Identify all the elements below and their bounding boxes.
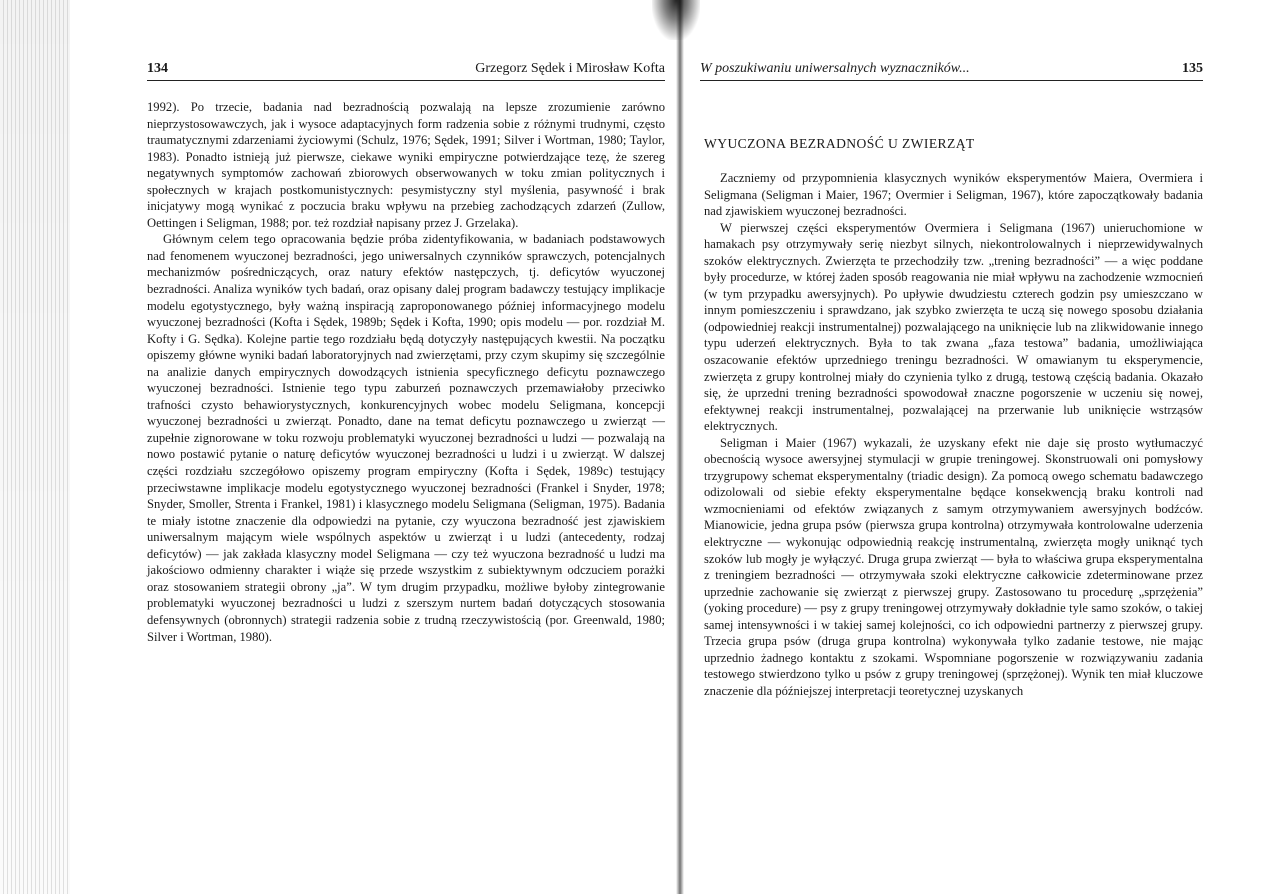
right-paragraph: Zaczniemy od przypomnienia klasycznych wyników eksperymentów Maiera, Overmiera i Seligmana (Seligman i Maier, 1967; Overmier i Seligman, 1967), które zapoczątkowały badania nad zjawiskiem wyuczonej bezradności. (704, 171, 1203, 219)
left-running-head: Grzegorz Sędek i Mirosław Kofta (475, 61, 665, 76)
left-running-header (147, 61, 665, 81)
left-paragraph: Głównym celem tego opracowania będzie próba zidentyfikowania, w badaniach podstawowych nad fenomenem wyuczonej bezradności, jego uniwersalnych czynników sprawczych, potencjalnych mechanizmów pośredniczących, oraz natury efektów następczych, tj. deficytów wyuczonej bezradności. Analiza wyników tych badań, oraz opisany dalej program badawczy testujący implikacje modelu egotystycznego, były ważną inspiracją zaproponowanego później informacyjnego modelu wyuczonej bezradności (Kofta i Sędek, 1989b; Sędek i Kofta, 1990; opis modelu — por. rozdział M. Kofty i G. Sędka). Kolejne partie tego rozdziału będą dotyczyły następujących kwestii. Na początku opiszemy główne wyniki badań laboratoryjnych nad zwierzętami, przy czym skupimy się szczególnie na analizie danych empirycznych dowodzących istnienia specyficznego deficytu poznawczego wyuczonej bezradności. Istnienie tego typu zaburzeń poznawczych przemawiałoby przeciwko trafności czysto behawiorystycznych, konkurencyjnych wobec modelu Seligmana, koncepcji wyuczonej bezradności u zwierząt. Ponadto, dane na temat deficytu poznawczego u zwierząt — zupełnie zignorowane w toku rozwoju problematyki wyuczonej bezradności u ludzi — pozwalają na nowo postawić pytanie o naturę deficytów wyuczonej bezradności u ludzi i u zwierząt. W dalszej części rozdziału szczegółowo opiszemy program empiryczny (Kofta i Sędek, 1989c) testujący przeciwstawne implikacje modelu egotystycznego wyuczonej bezradności (Frankel i Snyder, 1978; Snyder, Smoller, Strenta i Frankel, 1981) i klasycznego modelu Seligmana (Seligman, 1975). Badania te miały istotne znaczenie dla odpowiedzi na pytanie, czy wyuczona bezradność jest zjawiskiem uniwersalnym mającym wiele wspólnych aspektów u zwierząt i u ludzi (antecedenty, rodzaj deficytów) — jak zakłada klasyczny model Seligmana — czy też wyuczona bezradność u ludzi ma jakościowo odmienny charakter i wiąże się przede wszystkim z subiektywnym odczuciem porażki oraz stosowaniem strategii obrony „ja”. W tym drugim przypadku, możliwe byłoby zintegrowanie problematyki wyuczonej bezradności u ludzi z szerszym nurtem badań dotyczących stosowania defensywnych (obronnych) strategii radzenia sobie z trudną rzeczywistością (por. Greenwald, 1980; Silver i Wortman, 1980). (147, 232, 665, 644)
right-body-text (704, 170, 1203, 700)
left-body-text (147, 99, 665, 645)
left-paragraph: 1992). Po trzecie, badania nad bezradnością pozwalają na lepsze zrozumienie zarówno nieprzystosowawczych, jak i wysoce adaptacyjnych form radzenia sobie z różnymi trudnymi, często traumatycznymi zdarzeniami życiowymi (Schulz, 1976; Sędek, 1991; Silver i Wortman, 1980; Taylor, 1983). Ponadto istnieją już pierwsze, ciekawe wyniki empiryczne potwierdzające tezę, że szereg negatywnych symptomów zachowań zbiorowych obserwowanych w toku zmian politycznych i społecznych w krajach postkomunistycznych: pesymistyczny styl myślenia, pasywność i brak inicjatywy mogą wynikać z poczucia braku wpływu na przebieg zachodzących zdarzeń (Zullow, Oettingen i Seligman, 1988; por. też rozdział napisany przez J. Grzelaka). (147, 100, 665, 230)
right-running-header (700, 61, 1203, 81)
left-page-number: 134 (147, 61, 168, 76)
section-heading: WYUCZONA BEZRADNOŚĆ U ZWIERZĄT (704, 136, 975, 151)
right-page-number: 135 (1182, 61, 1203, 76)
right-running-head: W poszukiwaniu uniwersalnych wyznaczników... (700, 61, 970, 76)
right-page (680, 0, 1262, 894)
right-paragraph: W pierwszej części eksperymentów Overmiera i Seligmana (1967) unieruchomione w hamakach psy otrzymywały serię niezbyt silnych, niekontrolowalnych i nieprzewidywalnych szoków elektrycznych. Zwierzęta te przechodziły tzw. „trening bezradności” — a więc poddane były procedurze, w której żaden sposób reagowania nie miał wpływu na zachodzenie wzmocnień (w tym przypadku awersyjnych). Po upływie dwudziestu czterech godzin psy umieszczano w innym pomieszczeniu i sprawdzano, jak szybko zwierzęta te uczą się nowego sposobu działania (odpowiedniej reakcji instrumentalnej) pozwalającego na uniknięcie lub na zlikwidowanie innego typu uderzeń elektrycznych. Była to tak zwana „faza testowa” badania, umożliwiająca oszacowanie efektów uprzedniego treningu bezradności. W omawianym tu eksperymencie, zwierzęta z grupy kontrolnej miały do czynienia tylko z drugą, testową częścią badania. Okazało się, że uprzedni trening bezradności spowodował znaczne pogorszenie w uczeniu się nowej, efektywnej reakcji instrumentalnej, pozwalającej na przerwanie lub uniknięcie wstrząsów elektrycznych. (704, 220, 1203, 434)
right-paragraph: Seligman i Maier (1967) wykazali, że uzyskany efekt nie daje się prosto wytłumaczyć obecnością wysoce awersyjnej stymulacji w grupie treningowej. Skonstruowali oni pomysłowy trzygrupowy schemat eksperymentalny (triadic design). Za pomocą owego schematu badawczego odizolowali od siebie efekty eksperymentalne będące konsekwencją braku kontroli nad wzmocnieniami od efektów związanych z samym otrzymywaniem awersyjnych bodźców. Mianowicie, jedna grupa psów (pierwsza grupa kontrolna) otrzymywała kontrolowalne uderzenia elektryczne — wykonując odpowiednią reakcję instrumentalną, zwierzęta mogły uniknąć tych szoków lub mogły je wyłączyć. Druga grupa zwierząt — była to właściwa grupa eksperymentalna z treningiem bezradności — otrzymywała szoki elektryczne całkowicie zdeterminowane przez uprzednie zachowanie się zwierząt z pierwszej grupy. Zastosowano tu procedurę „sprzężenia” (yoking procedure) — psy z grupy treningowej otrzymywały dokładnie tyle samo szoków, o takiej samej intensywności i w takiej samej kolejności, co ich odpowiedni partnerzy z pierwszej grupy. Trzecia grupa psów (druga grupa kontrolna) wykonywała tylko zadanie testowe, nie mając uprzednio żadnego kontaktu z szokami. Wspomniane pogorszenie w rozwiązywaniu zadania testowego stwierdzono tylko u psów z grupy treningowej (sprzężonej). Wynik ten miał kluczowe znaczenie dla późniejszej interpretacji teoretycznej uzyskanych (704, 435, 1203, 698)
